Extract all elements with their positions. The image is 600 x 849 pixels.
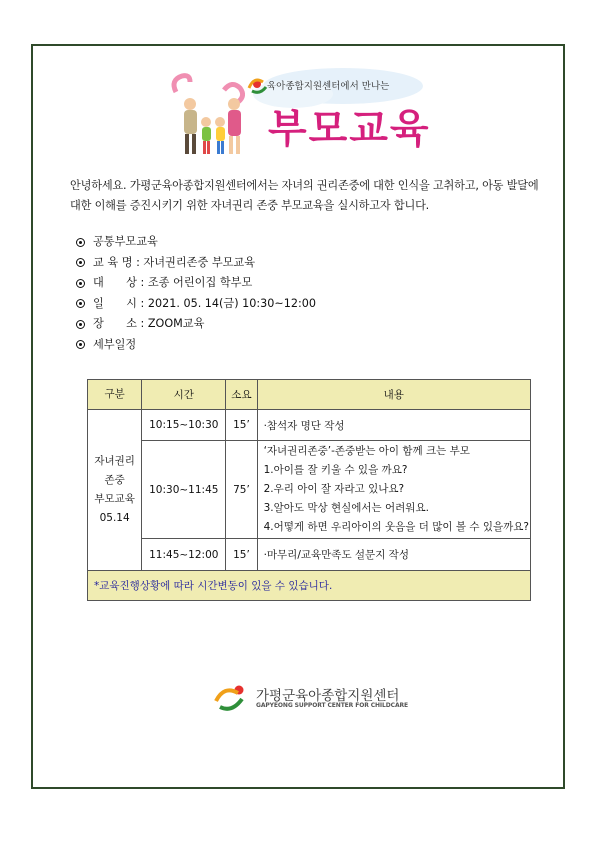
bullet-icon	[76, 258, 85, 267]
banner-subtitle: 육아종합지원센터에서 만나는	[267, 81, 390, 92]
bullet-icon	[76, 320, 85, 329]
time-cell: 10:15~10:30	[142, 410, 226, 441]
bullet-icon	[76, 238, 85, 247]
content-cell: ‘자녀권리존중’-존중받는 아이 함께 크는 부모 1.아이를 잘 키울 수 있을 까요? 2.우리 아이 잘 자라고 있나요? 3.알아도 막상 현실에서는 어려워요. 4.어떻게 하면 우리아이의 웃음을 더 많이 볼 수 있을까요?	[257, 441, 530, 539]
content-cell: ·마무리/교육만족도 설문지 작성	[257, 539, 530, 571]
table-row	[88, 539, 531, 571]
table-row	[88, 410, 531, 441]
detail-item: 교 육 명 : 자녀권리존중 부모교육	[76, 253, 316, 274]
content-cell: ·참석자 명단 작성	[257, 410, 530, 441]
header-time: 시간	[142, 380, 226, 410]
bullet-icon	[76, 299, 85, 308]
detail-item: 일 시 : 2021. 05. 14(금) 10:30~12:00	[76, 294, 316, 315]
intro-text: 안녕하세요. 가평군육아종합지원센터에서는 자녀의 권리존중에 대한 인식을 고취하고, 아동 발달에 대한 이해를 증진시키기 위한 자녀권리 존중 부모교육을 실시하고자 합니다.	[70, 179, 539, 212]
schedule-note: *교육진행상황에 따라 시간변동이 있을 수 있습니다.	[88, 571, 531, 601]
table-header-row	[88, 380, 531, 410]
detail-item: 대 상 : 조종 어린이집 학부모	[76, 273, 316, 294]
group-cell: 자녀권리 존중 부모교육 05.14	[88, 410, 142, 571]
header-minutes: 소요	[226, 380, 257, 410]
bullet-icon	[76, 340, 85, 349]
header-content: 내용	[257, 380, 530, 410]
detail-item: 세부일정	[76, 335, 316, 356]
time-cell: 10:30~11:45	[142, 441, 226, 539]
banner	[168, 64, 438, 164]
detail-item: 장 소 : ZOOM교육	[76, 314, 316, 335]
footer-logo	[212, 683, 409, 713]
details-list	[76, 232, 316, 355]
footer-org-name-en: GAPYEONG SUPPORT CENTER FOR CHILDCARE	[256, 702, 409, 709]
minutes-cell: 75’	[226, 441, 257, 539]
header-group: 구분	[88, 380, 142, 410]
footer-org-name: 가평군육아종합지원센터	[256, 688, 400, 704]
minutes-cell: 15’	[226, 539, 257, 571]
bullet-icon	[76, 279, 85, 288]
minutes-cell: 15’	[226, 410, 257, 441]
family-illustration-icon	[174, 76, 243, 154]
time-cell: 11:45~12:00	[142, 539, 226, 571]
note-row	[88, 571, 531, 601]
center-logo-icon	[212, 683, 252, 713]
schedule-table	[87, 379, 531, 601]
table-row	[88, 441, 531, 539]
banner-title: 부모교육	[268, 106, 431, 152]
detail-item: 공통부모교육	[76, 232, 316, 253]
